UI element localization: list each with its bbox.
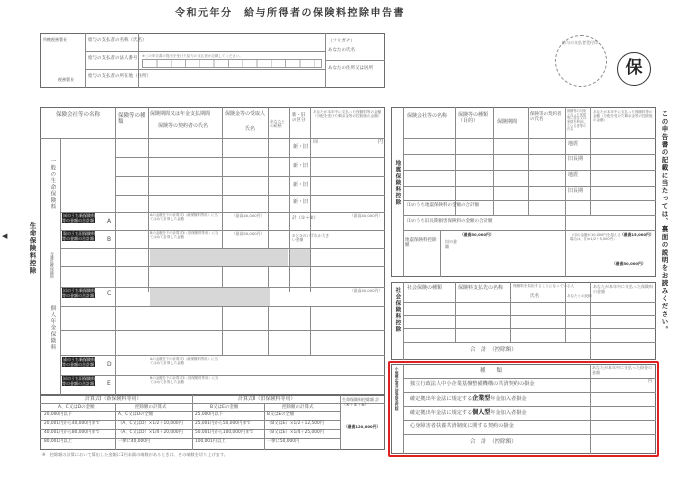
eq-col-company: 保険会社等の名称 xyxy=(407,113,448,119)
social-col-name: 氏名 xyxy=(530,294,539,299)
ff-col1: A、C又はDの金額 xyxy=(58,405,95,410)
letter-c: C xyxy=(107,290,112,297)
earthquake-vertical: 地震保険料控除 xyxy=(394,160,401,206)
total-label: 計（①＋②） xyxy=(292,216,319,221)
ff-row1-c2: A、C又はDの全額 xyxy=(118,412,154,417)
col-contractor: 保険等の契約者の氏名 xyxy=(158,123,209,129)
eq-total: （最高50,000円） xyxy=(612,261,646,266)
left-arrow-icon: ◀ xyxy=(2,232,8,240)
yen-a: 円 xyxy=(378,139,384,145)
formula-head-1: 計算式Ⅰ（新保険料等用） xyxy=(85,396,142,402)
col-period: 保険期間又は年金支払期間 xyxy=(150,111,211,117)
ff-row4-c1: 80,001円以上 xyxy=(44,439,72,444)
eq-calc2: （⑴の金額が10,000円を超える場合は、⑴×1/2＋5,000円） xyxy=(570,233,621,242)
social-col-burden: 保険料を負担することになっている人 xyxy=(513,284,575,288)
calc-new-text-2: Aの金額を下の計算式Ⅰ（新保険料等用）に当てはめて計算した金額 xyxy=(150,357,218,365)
eq-max50k: （最高50,000円） xyxy=(460,232,494,237)
social-col-amount: あなたが本年中に支払った保険料の金額 xyxy=(593,284,653,294)
earthquake-section xyxy=(391,107,656,277)
ff-row4-c4: 一律に50,000円 xyxy=(267,439,300,444)
eq-kind-1: 地震 xyxy=(568,141,579,147)
max-40k-3: （最高40,000円） xyxy=(350,288,383,293)
payer-address-label: 給与の支払者の所在地（住所） xyxy=(88,74,151,79)
letter-d: D xyxy=(107,361,112,368)
col-receiver: 保険金等の受取人 xyxy=(225,111,266,117)
highlight-frame xyxy=(388,361,659,457)
col-company: 保険会社等の名称 xyxy=(56,112,101,118)
small-yen: 円 xyxy=(648,378,652,383)
ff-row1-c3: 25,000円以下 xyxy=(195,412,223,417)
ff-row4-c3: 100,001円以上 xyxy=(195,439,226,444)
stamp-text: 給与の支払者受付印 xyxy=(562,40,598,45)
ff-row1-c4: B又はEの全額 xyxy=(267,412,295,417)
col-amount: あなたが本年中に支払った保険料等の金額（分配を受けた剰余金等の控除後の金額） xyxy=(313,110,382,119)
letter-b: B xyxy=(107,236,112,243)
sum-new-label: ⒜のうち新保険料等の金額の合計額 xyxy=(62,213,95,223)
tax-office-sub: 税務署長 xyxy=(58,77,74,82)
sum-old-label: ⒝のうち旧保険料等の金額の合計額 xyxy=(62,231,95,241)
letter-a: A xyxy=(107,218,112,225)
small-row-1: 独立行政法人中小企業基盤整備機構の共済契約の掛金 xyxy=(410,381,535,387)
ff-row3-c3: 50,001円から100,000円まで xyxy=(195,430,254,435)
eq-col-amount: あなたが本年中に支払った保険料等の金額（分配を受けた剰余金等の控除後の金額） xyxy=(593,110,653,123)
eq-kind-2: 旧長期 xyxy=(568,156,584,162)
your-name-label: あなたの氏名 xyxy=(328,48,355,53)
footnote: ※ 控除額の計算において算出した金額に1円未満の端数があるときは、その端数を切り上げます。 xyxy=(42,452,228,457)
col-kind: 保険等の種類 xyxy=(118,113,146,126)
ff-col3: B又はEの金額 xyxy=(210,405,239,410)
ff-row4-c2: 一律に40,000円 xyxy=(118,439,151,444)
ff-col2: 控除額の計算式 xyxy=(135,405,167,410)
general-life-vertical: 一般の生命保険料 xyxy=(49,158,56,210)
small-vertical: 小規模企業共済等掛金控除 xyxy=(395,367,400,411)
max-50k-1: （最高50,000円） xyxy=(232,231,265,236)
social-total: 合 計 （控除額） xyxy=(470,347,517,353)
ff-row3-c2: （A、C又はD）×1/4＋20,000円 xyxy=(118,430,183,435)
col-receiver-name: 氏名 xyxy=(245,126,256,132)
eq-q1: ⑴のうち地震保険料の金額の合計額 xyxy=(407,203,479,208)
new-old-4: 新・旧 xyxy=(293,199,309,205)
ff-row2-c4: （B又はE）×1/2＋12,500円 xyxy=(267,421,324,426)
small-row-2: 確定拠出年金法に規定する企業型年金加入者掛金 xyxy=(410,395,527,402)
social-col-kind: 社会保険の種類 xyxy=(407,285,443,291)
pension-new-label: ⒟のうち新保険料等の金額の合計額 xyxy=(62,357,95,367)
calc-old-text: Bの金額を下の計算式Ⅱ（旧保険料等用）に当てはめて計算した金額 xyxy=(150,231,219,239)
tax-office-label: 所轄税務署長 xyxy=(43,37,67,42)
pension-old-label: ⒠のうち旧保険料等の金額の合計額 xyxy=(62,376,95,386)
calc-old-text-2: Bの金額を下の計算式Ⅱ（旧保険料等用）に当てはめて計算した金額 xyxy=(150,376,219,384)
small-col-amount: あなたが本年中に支払った掛金の金額 xyxy=(592,365,652,375)
corporate-number-boxes[interactable] xyxy=(142,59,322,68)
formula-total-label: 生命保険料控除額 計（④＋⑤＋⑧） xyxy=(342,397,380,407)
social-col-relation: あなたとの続柄 xyxy=(567,294,592,298)
payer-number-note: ※この申告書の提出を受けた給与の支払者が記載してください。 xyxy=(142,54,243,58)
calc-new-text: Aの金額を下の計算式Ⅰ（新保険料等用）に当てはめて計算した金額 xyxy=(150,213,218,221)
new-old-1: 新・旧 xyxy=(293,144,309,150)
small-row-4: 心身障害者扶養共済制度に関する契約の掛金 xyxy=(410,423,514,429)
life-section-vertical: 生命保険料控除 xyxy=(28,222,37,275)
eq-deduct-label: 地震保険料控除額 xyxy=(405,238,437,249)
your-address-label: あなたの住所又は居所 xyxy=(328,66,373,71)
care-gray-cell xyxy=(150,249,288,266)
ff-row3-c4: （B又はE）×1/4＋25,000円 xyxy=(267,430,324,435)
max-40k-1: （最高40,000円） xyxy=(232,213,265,218)
new-old-3: 新・旧 xyxy=(293,182,309,188)
col-relation: あなたとの続柄 xyxy=(270,119,286,129)
small-total: 合 計 （控除額） xyxy=(470,439,517,445)
formula-head-2: 計算式Ⅱ（旧保険料等用） xyxy=(238,396,296,402)
payer-name-label: 給与の支払者の名称（氏名） xyxy=(88,38,147,43)
small-col-kind: 種 類 xyxy=(480,368,503,374)
ff-row2-c3: 25,001円から50,000円まで xyxy=(195,421,251,426)
social-vertical: 社会保険料控除 xyxy=(394,287,401,333)
small-row-3: 確定拠出年金法に規定する個人型年金加入者掛金 xyxy=(410,409,527,416)
compare-label: ②と③のいずれか大きい金額 xyxy=(292,233,330,243)
social-col-payee: 保険料支払先の名称 xyxy=(458,285,504,291)
side-note: この申告書の記載に当たっては、裏面の説明をお読みください。 xyxy=(660,110,669,334)
form-type-badge: 保 xyxy=(617,52,651,86)
eq-kind-4: 旧長期 xyxy=(568,188,584,194)
eq-col-period: 保険期間 xyxy=(497,119,518,125)
new-old-2: 新・旧 xyxy=(293,163,309,169)
eq-col-contractor: 保険等の契約者の氏名 xyxy=(530,112,562,123)
ff-row1-c1: 20,000円以下 xyxy=(44,412,72,417)
eq-col-kind: 保険等の種類（目的） xyxy=(458,112,489,124)
letter-e: E xyxy=(107,380,111,387)
ff-row2-c2: （A、C又はD）×1/2＋10,000円 xyxy=(118,421,183,426)
ff-row3-c1: 40,001円から80,000円まで xyxy=(44,430,100,435)
furigana-label: （フリガナ） xyxy=(328,39,355,44)
col-new-old: 新・旧の区分 xyxy=(292,113,306,124)
eq-calc1: ⑴の金額 xyxy=(445,239,457,249)
pension-vertical: 個人年金保険料 xyxy=(49,305,56,351)
max-120k: （最高120,000円） xyxy=(344,424,381,429)
eq-col-target: 保険等の対象となった家屋等に居住又は家財を利用している者等の氏名 xyxy=(567,109,587,132)
ff-col4: 控除額の計算式 xyxy=(282,405,314,410)
ff-row2-c1: 20,001円から40,000円まで xyxy=(44,421,100,426)
payer-number-label: 給与の支払者の法人番号 xyxy=(88,56,138,61)
max-40k-2: （最高40,000円） xyxy=(350,213,383,218)
eq-q2: ⑴のうち旧長期損害保険料の金額の合計額 xyxy=(407,219,493,224)
eq-max15k: （最高15,000円） xyxy=(620,232,654,237)
a-label: ⒜ xyxy=(313,139,319,145)
eq-kind-3: 地震 xyxy=(568,172,579,178)
care-medical-vertical: 介護医療保険料 xyxy=(50,252,56,279)
care-sum-label: ⒞のうち新保険料等の金額の合計額 xyxy=(62,288,95,298)
care-calc-gray xyxy=(150,288,270,306)
page-title: 令和元年分 給与所得者の保険料控除申告書 xyxy=(175,8,405,19)
care-gray-cell-2 xyxy=(290,249,310,266)
